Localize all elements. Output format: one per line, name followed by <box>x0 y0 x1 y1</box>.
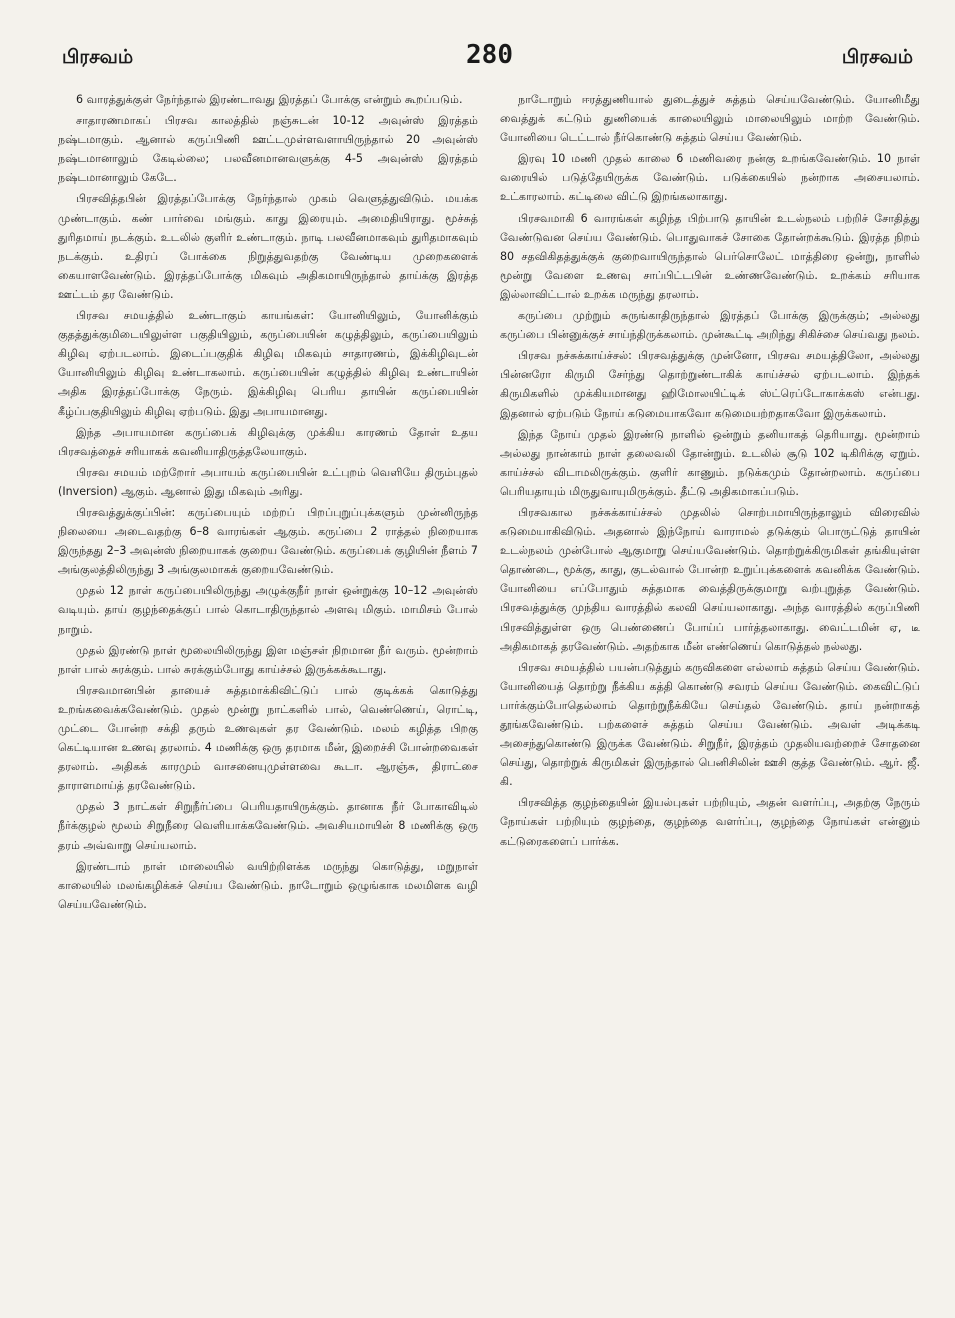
paragraph: 6 வாரத்துக்குள் நேர்ந்தால் இரண்டாவது இரத்தப் போக்கு என்றும் கூறப்படும். <box>76 93 463 106</box>
paragraph: பிரசவமாகி 6 வாரங்கள் கழிந்த பிற்பாடு தாயின் உடல்நலம் பற்றிச் சோதித்து வேண்டுவன செய்ய வேண்டும். பொதுவாகச் சோகை தோன்றக்கூடும். இரத்த நிறம் 80 சதவிகிதத்துக்குக் குறைவாயிருந்தால் பெர்சொலேட் மாத்திரை ஒன்று, நாளில் மூன்று வேளை உணவு சாப்பிட்டபின் உண்ணவேண்டும். உறக்கம் சரியாக இல்லாவிட்டால் உறக்க மருந்து தரலாம். <box>500 211 920 301</box>
paragraph: முதல் 12 நாள் கருப்பையிலிருந்து அழுக்குநீர் நாள் ஒன்றுக்கு 10–12 அவுன்ஸ் வடியும். தாய் குழந்தைக்குப் பால் கொடாதிருந்தால் அளவு மிகும். மாமிசம் போல் நாறும். <box>58 584 478 636</box>
paragraph: இந்த நோய் முதல் இரண்டு நாளில் ஒன்றும் தனியாகத் தெரியாது. மூன்றாம் அல்லது நான்காம் நாள் தலைவலி தோன்றும். உடலில் சூடு 102 டிகிரிக்கு ஏறும். காய்ச்சல் விடாமலிருக்கும். குளிர் காணும். நடுக்கமும் தோன்றலாம். கருப்பை பெரியதாயும் மிருதுவாயுமிருக்கும். தீட்டு அதிகமாகப்படும். <box>500 427 920 498</box>
paragraph: பிரசவமானபின் தாயைச் சுத்தமாக்கிவிட்டுப் பால் குடிக்கக் கொடுத்து உறங்கவைக்கவேண்டும். முதல் மூன்று நாட்களில் பால், வெண்ணெய், ரொட்டி, முட்டை போன்ற சக்தி தரும் உணவுகள் தர வேண்டும். மலம் கழித்த பிறகு கெட்டியான உணவு தரலாம். 4 மணிக்கு ஒரு தரமாக மீன், இறைச்சி போன்றவைகள் தரலாம். அதிகக் காரமும் வாசனையுமுள்ளவை கூடா. ஆரஞ்சு, திராட்சை தாராளமாய்த் தரவேண்டும். <box>58 683 478 793</box>
paragraph: இரவு 10 மணி முதல் காலை 6 மணிவரை நன்கு உறங்கவேண்டும். 10 நாள் வரையில் படுத்தேயிருக்க வேண்டும். படுக்கையில் நன்றாக அசையலாம். உட்காரலாம். கட்டிலை விட்டு இறங்கலாகாது. <box>500 152 920 204</box>
paragraph: சாதாரணமாகப் பிரசவ காலத்தில் நஞ்சுடன் 10-12 அவுன்ஸ் இரத்தம் நஷ்டமாகும். ஆனால் கருப்பிணி ஊட்டமுள்ளவளாயிருந்தால் 20 அவுன்ஸ் நஷ்டமானாலும் கேடில்லை; பலவீனமானவளுக்கு 4-5 அவுன்ஸ் இரத்தம் நஷ்டமானாலும் கேடே. <box>58 114 478 185</box>
paragraph: நாடோறும் ஈரத்துணியால் துடைத்துச் சுத்தம் செய்யவேண்டும். யோனிமீது வைத்துக் கட்டும் துணியைக் காலையிலும் மாலையிலும் மாற்ற வேண்டும். யோனியை டெட்டால் நீர்கொண்டு சுத்தம் செய்ய வேண்டும். <box>500 93 920 145</box>
left-column <box>58 90 478 916</box>
running-head-left: பிரசவம் <box>62 46 134 68</box>
right-column <box>500 90 920 916</box>
paragraph: முதல் இரண்டு நாள் மூலையிலிருந்து இள மஞ்சள் நிறமான நீர் வரும். மூன்றாம் நாள் பால் சுரக்கும். பால் சுரக்கும்போது காய்ச்சல் இருக்கக்கூடாது. <box>58 643 478 676</box>
text-columns <box>58 90 921 916</box>
paragraph: பிரசவ சமயத்தில் உண்டாகும் காயங்கள்: யோனியிலும், யோனிக்கும் குதத்துக்குமிடையிலுள்ள பகுதியிலும், கருப்பையின் கழுத்திலும், கருப்பையிலும் கிழிவு ஏற்படலாம். இடைப்பகுதிக் கிழிவு மிகவும் சாதாரணம், இக்கிழிவுடன் யோனியிலும் கிழிவு உண்டாகலாம். கருப்பையின் கழுத்தில் கிழிவு உண்டாயின் அதிக இரத்தப்போக்கு நேரும். இக்கிழிவு பெரிய தாயின் கருப்பையின் கீழ்ப்பகுதியிலும் கிழிவு ஏற்படும். இது அபாயமானது. <box>58 309 478 418</box>
paragraph: பிரசவத்துக்குப்பின்: கருப்பையும் மற்றப் பிறப்புறுப்புக்களும் முன்னிருந்த நிலையை அடைவதற்கு 6–8 வாரங்கள் ஆகும். கருப்பை 2 ராத்தல் நிறையாக இருந்தது 2–3 அவுன்ஸ் நிறையாகக் குறைய வேண்டும். கருப்பைக் குழியின் நீளம் 7 அங்குலத்திலிருந்து 3 அங்குலமாகக் குறையவேண்டும். <box>58 505 478 577</box>
page-number: 280 <box>466 40 513 70</box>
running-head-right: பிரசவம் <box>841 46 913 68</box>
paragraph: கருப்பை முற்றும் சுருங்காதிருந்தால் இரத்தப் போக்கு இருக்கும்; அல்லது கருப்பை பின்னுக்குச் சாய்ந்திருக்கலாம். முன்கூட்டி அறிந்து சிகிச்சை செய்வது நலம். <box>500 309 920 342</box>
paragraph: இந்த அபாயமான கருப்பைக் கிழிவுக்கு முக்கிய காரணம் தோள் உதய பிரசவத்தைச் சரியாகக் கவனியாதிருத்தலேயாகும். <box>58 425 478 458</box>
paragraph: பிரசவ சமயத்தில் பயன்படுத்தும் கருவிகளை எல்லாம் சுத்தம் செய்ய வேண்டும். யோனியைத் தொற்று நீக்கிய கத்தி கொண்டு சவரம் செய்ய வேண்டும். கைவிட்டுப் பார்க்கும்போதெல்லாம் தொற்றுநீக்கியே செய்தல் வேண்டும். தாய் நன்றாகத் தூங்கவேண்டும். பற்களைச் சுத்தம் செய்ய வேண்டும். அவள் அடிக்கடி அசைந்துகொண்டு இருக்க வேண்டும். சிறுநீர், இரத்தம் முதலியவற்றைச் சோதனை செய்து, தொற்றுக் கிருமிகள் இருந்தால் பெனிசிலின் ஊசி குத்த வேண்டும். ஆர். ஜீ. கி. <box>500 660 920 789</box>
paragraph: இரண்டாம் நாள் மாலையில் வயிற்றிளக்க மருந்து கொடுத்து, மறுநாள் காலையில் மலங்கழிக்கச் செய்ய வேண்டும். நாடோறும் ஒழுங்காக மலமிளக வழி செய்யவேண்டும். <box>58 859 478 911</box>
paragraph: பிரசவ சமயம் மற்றோர் அபாயம் கருப்பையின் உட்புறம் வெளியே திரும்புதல் (Inversion) ஆகும். ஆனால் இது மிகவும் அரிது. <box>58 465 478 498</box>
paragraph: பிரசவித்த குழந்தையின் இயல்புகள் பற்றியும், அதன் வளர்ப்பு, அதற்கு நேரும் நோய்கள் பற்றியும் குழந்தை, குழந்தை வளர்ப்பு, குழந்தை நோய்கள் என்னும் கட்டுரைகளைப் பார்க்க. <box>500 796 920 848</box>
paragraph: முதல் 3 நாட்கள் சிறுநீர்ப்பை பெரியதாயிருக்கும். தானாக நீர் போகாவிடில் நீர்க்குழல் மூலம் சிறுநீரை வெளியாக்கவேண்டும். அவசியமாயின் 8 மணிக்கு ஒரு தரம் அவ்வாறு செய்யலாம். <box>58 800 478 852</box>
page-header <box>58 40 921 86</box>
paragraph: பிரசவித்தபின் இரத்தப்போக்கு நேர்ந்தால் முகம் வெளுத்துவிடும். மயக்க முண்டாகும். கண் பார்வை மங்கும். காது இரையும். அமைதியிராது. மூச்சுத் துரிதமாய் நடக்கும். உடலில் குளிர் உண்டாகும். நாடி பலவீனமாகவும் துரிதமாகவும் நடக்கும். உதிரப் போக்கை நிறுத்துவதற்கு வேண்டிய முறைகளைக் கையாளவேண்டும். இரத்தப்போக்கு மிகவும் அதிகமாயிருந்தால் தாய்க்கு இரத்த ஊட்டம் தர வேண்டும். <box>58 192 478 301</box>
paragraph: பிரசவகால நச்சுக்காய்ச்சல் முதலில் சொற்பமாயிருந்தாலும் விரைவில் கடுமையாகிவிடும். அதனால் இந்நோய் வாராமல் தடுக்கும் பொருட்டுத் தாயின் உடல்நலம் முன்போல் ஆகுமாறு செய்யவேண்டும். தொற்றுக்கிருமிகள் தங்கியுள்ள தொண்டை, மூக்கு, காது, குடல்வால் போன்ற உறுப்புக்களைக் கவனிக்க வேண்டும். யோனியை எப்போதும் சுத்தமாக வைத்திருக்குமாறு வற்புறுத்த வேண்டும். பிரசவத்துக்கு முந்திய வாரத்தில் கலவி செய்யலாகாது. அந்த வாரத்தில் கருப்பிணி பிரசவித்துள்ள ஒரு பெண்ணைப் போய்ப் பார்த்தலாகாது. வைட்டமின் ஏ, டீ அதிகமாகத் தரவேண்டும். அதற்காக மீன் எண்ணெய் கொடுத்தல் நல்லது. <box>500 505 920 653</box>
paragraph: பிரசவ நச்சுக்காய்ச்சல்: பிரசவத்துக்கு முன்னோ, பிரசவ சமயத்திலோ, அல்லது பின்னரோ கிருமி சேர்ந்து தொற்றுண்டாகிக் காய்ச்சல் ஏற்படலாம். இந்தக் கிருமிகளில் முக்கியமானது ஹிமோலயிட்டிக் ஸ்ட்ரெப்டோகாக்கஸ் என்பது. இதனால் ஏற்படும் நோய் கடுமையாகவோ கடுமையற்றதாகவோ இருக்கலாம். <box>500 349 920 420</box>
